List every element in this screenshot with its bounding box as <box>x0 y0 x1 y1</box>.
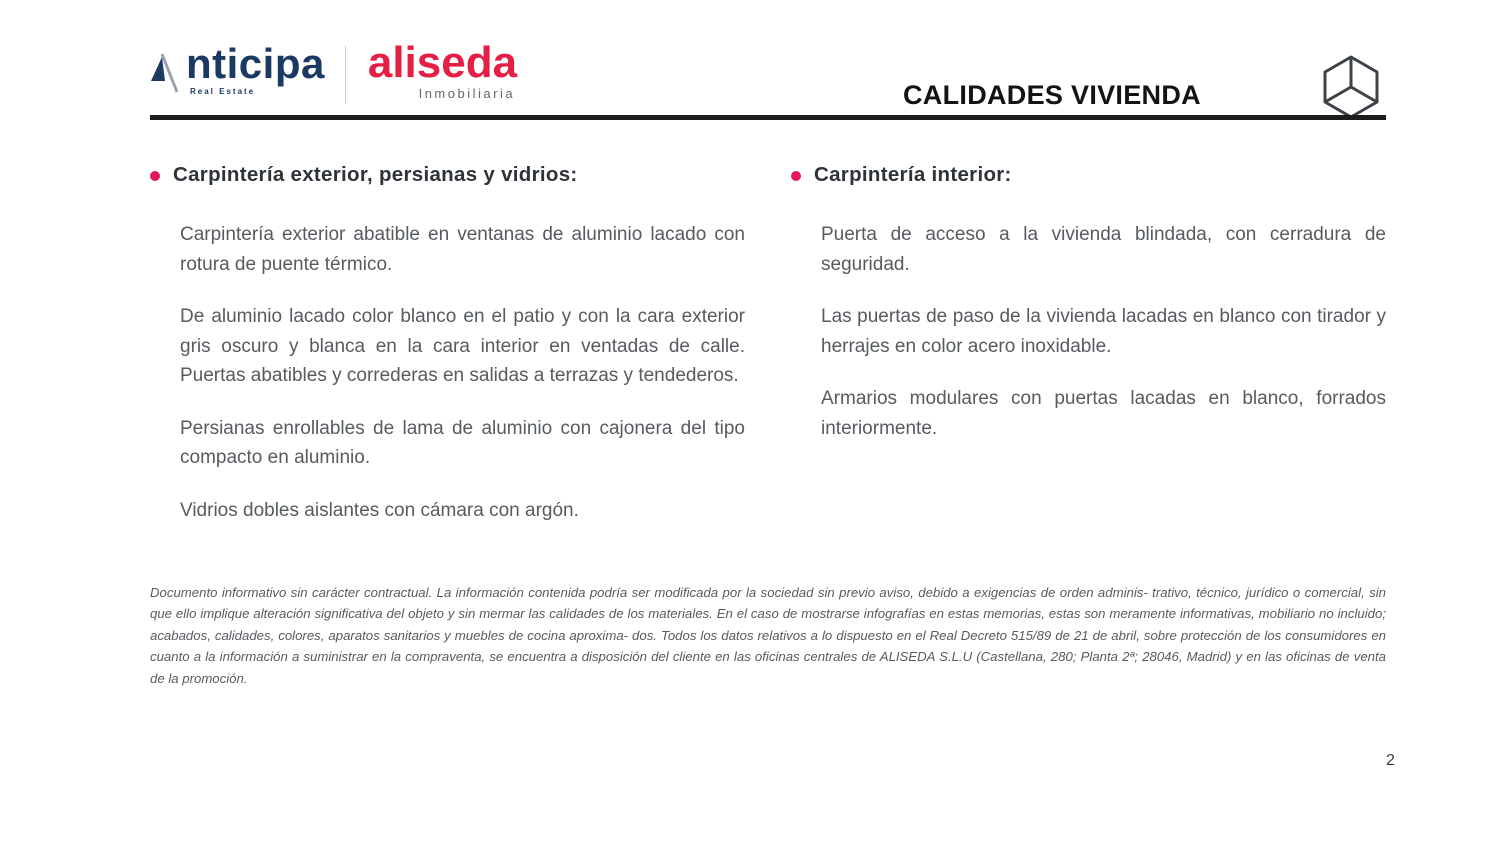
aliseda-tagline: Inmobiliaria <box>418 86 516 101</box>
bullet-icon <box>791 171 801 181</box>
left-paragraph: De aluminio lacado color blanco en el patio y con la cara exterior gris oscuro y blanca en la cara interior en ventadas de calle. Puertas abatibles y correderas en salidas a terrazas y tendederos. <box>180 306 745 386</box>
right-column <box>791 163 1386 525</box>
page-title: CALIDADES VIVIENDA <box>903 80 1201 110</box>
right-heading-text: Carpintería interior: <box>814 163 1012 186</box>
left-paragraph: Vidrios dobles aislantes con cámara con argón. <box>180 499 579 521</box>
anticipa-triangle-icon <box>150 48 184 99</box>
anticipa-wordmark: nticipa <box>186 40 325 87</box>
header-rule <box>150 115 1386 120</box>
legal-disclaimer: Documento informativo sin carácter contractual. La información contenida podría ser modificada por la sociedad sin previo aviso, debido a exigencias de orden adminis- trativo, técnico, jurídico o comercial, sin que ello implique alteración significativa del objeto y sin mermar las calidades de los materiales. En el caso de mostrarse infografías en estas memorias, estas son meramente informativas, mobiliario no incluido; acabados, calidades, colores, aparatos sanitarios y muebles de cocina aproxima- dos. Todos los datos relativos a lo dispuesto en el Real Decreto 515/89 de 21 de abril, sobre protección de los consumidores en cuanto a la información a suministrar en la compraventa, se encuentra a disposición del cliente en las oficinas centrales de ALISEDA S.L.U (Castellana, 280; Planta 2ª; 28046, Madrid) y en las oficinas de venta de la promoción. <box>150 585 1386 686</box>
page-number: 2 <box>1386 752 1395 769</box>
aliseda-logo <box>367 38 518 101</box>
left-paragraph: Carpintería exterior abatible en ventanas de aluminio lacado con rotura de puente térmico. <box>180 224 745 275</box>
left-column <box>150 163 745 525</box>
right-column-heading <box>791 163 1386 187</box>
bullet-icon <box>150 171 160 181</box>
left-paragraph: Persianas enrollables de lama de aluminio con cajonera del tipo compacto en aluminio. <box>180 417 745 468</box>
right-paragraph: Las puertas de paso de la vivienda lacadas en blanco con tirador y herrajes en color acero inoxidable. <box>821 306 1386 357</box>
anticipa-tagline: Real Estate <box>190 87 256 96</box>
right-paragraph: Armarios modulares con puertas lacadas en blanco, forrados interiormente. <box>821 388 1386 439</box>
main-content <box>150 163 1386 525</box>
anticipa-logo <box>150 42 325 99</box>
left-heading-text: Carpintería exterior, persianas y vidrios: <box>173 163 578 186</box>
header-logos <box>150 38 518 104</box>
logo-divider <box>345 46 346 104</box>
right-paragraph: Puerta de acceso a la vivienda blindada, con cerradura de seguridad. <box>821 224 1386 275</box>
aliseda-wordmark: aliseda <box>367 38 518 87</box>
left-column-heading <box>150 163 745 187</box>
